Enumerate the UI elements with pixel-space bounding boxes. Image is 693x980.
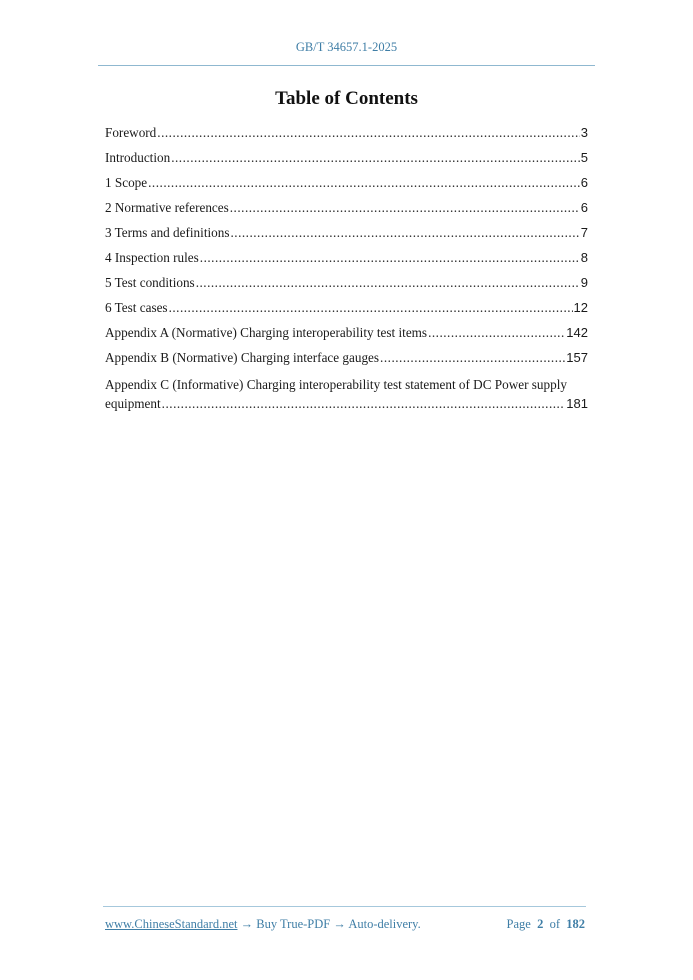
- toc-entry-page: 5: [580, 150, 588, 165]
- site-link[interactable]: www.ChineseStandard.net: [105, 917, 238, 931]
- toc-entry-introduction[interactable]: [105, 149, 588, 174]
- dot-leader: [230, 224, 579, 242]
- arrow-right-icon: →: [330, 917, 349, 931]
- toc-entry-label: 1 Scope: [105, 175, 148, 190]
- toc-entry-label-line1: Appendix C (Informative) Charging interoperability test statement of DC Power supply: [105, 377, 567, 392]
- dot-leader: [169, 299, 573, 317]
- toc-title: Table of Contents: [275, 88, 418, 109]
- of-word: of: [549, 917, 560, 931]
- toc-entry-appendix-a[interactable]: [105, 324, 588, 349]
- toc-entry-page: 7: [580, 225, 588, 240]
- toc-entry-page: 9: [580, 275, 588, 290]
- toc-entry-page: 6: [580, 200, 588, 215]
- toc-entry-label: 3 Terms and definitions: [105, 225, 230, 240]
- dot-leader: [148, 174, 580, 192]
- toc-entry-scope[interactable]: [105, 174, 588, 199]
- toc-entry-label: 2 Normative references: [105, 200, 229, 215]
- toc-entry-page: 6: [580, 175, 588, 190]
- toc-entry-appendix-c[interactable]: [105, 375, 588, 413]
- toc-entry-label-line2: equipment: [105, 396, 161, 411]
- buy-text: Buy True-PDF: [256, 917, 331, 931]
- toc-entry-page: 12: [573, 300, 588, 315]
- toc-entry-label: 4 Inspection rules: [105, 250, 199, 265]
- dot-leader: [200, 249, 580, 267]
- toc-entry-page: 3: [580, 125, 588, 140]
- table-of-contents: [105, 124, 588, 413]
- dot-leader: [230, 199, 580, 217]
- toc-entry-label: 5 Test conditions: [105, 275, 195, 290]
- toc-entry-label: Foreword: [105, 125, 157, 140]
- toc-entry-page: 157: [566, 350, 588, 365]
- document-header-code: GB/T 34657.1-2025: [295, 40, 398, 54]
- dot-leader: [162, 394, 566, 413]
- dot-leader: [196, 274, 580, 292]
- delivery-text: Auto-delivery.: [348, 917, 421, 931]
- toc-entry-foreword[interactable]: [105, 124, 588, 149]
- toc-entry-inspection-rules[interactable]: [105, 249, 588, 274]
- current-page-number: 2: [537, 917, 544, 931]
- page-word: Page: [506, 917, 531, 931]
- toc-entry-page: 142: [566, 325, 588, 340]
- footer-promo: [105, 917, 421, 932]
- page-indicator: [507, 917, 585, 932]
- toc-entry-page: 181: [566, 396, 588, 411]
- toc-entry-test-conditions[interactable]: [105, 274, 588, 299]
- toc-entry-test-cases[interactable]: [105, 299, 588, 324]
- toc-entry-terms-definitions[interactable]: [105, 224, 588, 249]
- toc-entry-page: 8: [580, 250, 588, 265]
- header-divider: [98, 65, 595, 66]
- footer-divider: [103, 906, 586, 907]
- toc-entry-appendix-b[interactable]: [105, 349, 588, 374]
- toc-entry-label: Appendix A (Normative) Charging interoperability test items: [105, 325, 428, 340]
- document-footer: [105, 917, 585, 932]
- dot-leader: [171, 149, 580, 167]
- dot-leader: [157, 124, 579, 142]
- toc-entry-label: Introduction: [105, 150, 171, 165]
- toc-entry-normative-references[interactable]: [105, 199, 588, 224]
- arrow-right-icon: →: [237, 917, 257, 931]
- toc-entry-label: 6 Test cases: [105, 300, 168, 315]
- toc-entry-label: Appendix B (Normative) Charging interface gauges: [105, 350, 380, 365]
- total-pages-number: 182: [566, 917, 585, 931]
- dot-leader: [380, 349, 565, 367]
- dot-leader: [428, 324, 565, 342]
